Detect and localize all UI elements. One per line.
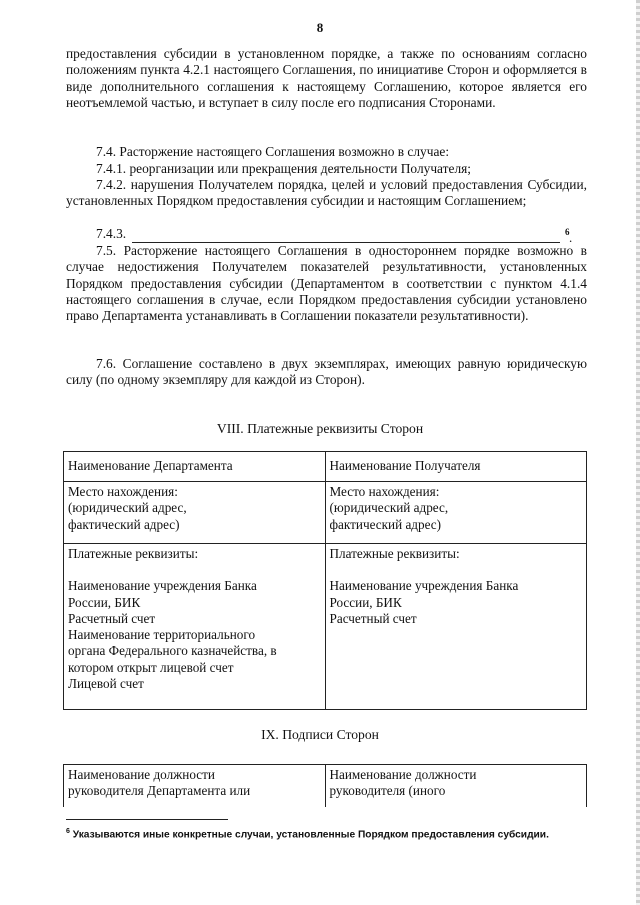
- cell-line: фактический адрес): [68, 516, 180, 532]
- cell-line: Платежные реквизиты:: [329, 546, 460, 561]
- table-row: [64, 544, 587, 710]
- department-signatory-cell: [64, 765, 326, 807]
- footnote-separator: [66, 819, 228, 820]
- paragraph-continuation: предоставления субсидии в установленном порядке, а также по основаниям согласно положениям пункта 4.2.1 настоящего Соглашения, по инициативе Сторон и оформляется в виде дополнительного соглашения к настоящему Соглашению, которое является его неотъемлемой частью, и вступает в силу после его подписания Сторонами.: [66, 46, 587, 110]
- cell-line: Наименование должности: [329, 767, 477, 782]
- cell-line: Место нахождения:: [68, 484, 178, 499]
- cell-line: (юридический адрес,: [329, 500, 449, 516]
- signatures-table: [63, 764, 587, 807]
- cell-line: Расчетный счет: [68, 610, 156, 626]
- recipient-name-cell: Наименование Получателя: [325, 452, 587, 482]
- cell-line: России, БИК: [68, 594, 141, 610]
- scan-edge: [636, 0, 640, 905]
- recipient-payment-details-cell: [325, 544, 587, 710]
- paragraph-7-5: 7.5. Расторжение настоящего Соглашения в одностороннем порядке возможно в случае недостижения Получателем показателей результативности, установленных Порядком предоставления субсидии (Департаментом в соответствии с пунктом 4.1.4 настоящего соглашения в случае, если Порядком предоставления субсидии установлено право Департамента устанавливать в Соглашении показатели результативности).: [66, 243, 587, 324]
- cell-line: Наименование территориального: [68, 627, 256, 643]
- footnote: [66, 828, 606, 840]
- cell-line: России, БИК: [329, 594, 402, 610]
- paragraph-7-4-2: 7.4.2. нарушения Получателем порядка, целей и условий предоставления Субсидии, установленных Порядком предоставления субсидии и настоящим Соглашением;: [66, 177, 587, 209]
- cell-line: фактический адрес): [329, 516, 442, 532]
- paragraph-7-4: 7.4. Расторжение настоящего Соглашения возможно в случае:: [96, 144, 450, 159]
- cell-line: Наименование должности: [68, 767, 215, 782]
- footnote-text: Указываются иные конкретные случаи, установленные Порядком предоставления субсидии.: [72, 829, 549, 841]
- paragraph-7-4-1: 7.4.1. реорганизации или прекращения деятельности Получателя;: [96, 161, 472, 176]
- cell-line: (юридический адрес,: [68, 500, 187, 516]
- paragraph-7-4-3: 7.4.3.: [96, 226, 127, 241]
- table-row: [64, 482, 587, 544]
- section-9-title: IX. Подписи Сторон: [261, 727, 379, 742]
- cell-line: котором открыт лицевой счет: [68, 659, 234, 675]
- footnote-reference-dot: .: [569, 230, 573, 245]
- department-payment-details-cell: [64, 544, 326, 710]
- cell-line: Расчетный счет: [329, 610, 417, 626]
- cell-line: Платежные реквизиты:: [68, 546, 199, 561]
- department-address-cell: [64, 482, 326, 544]
- recipient-address-cell: [325, 482, 587, 544]
- cell-line: Наименование учреждения Банка: [68, 578, 257, 594]
- cell-line: Наименование учреждения Банка: [329, 578, 519, 594]
- table-row: [64, 452, 587, 482]
- cell-line: Место нахождения:: [329, 484, 440, 499]
- cell-line: Лицевой счет: [68, 676, 144, 692]
- payment-details-table: [63, 451, 587, 710]
- footnote-marker: 6: [66, 828, 70, 835]
- footnote-reference: 6: [565, 227, 570, 237]
- cell-line: руководителя (иного: [329, 783, 446, 799]
- recipient-signatory-cell: [325, 765, 587, 807]
- cell-line: органа Федерального казначейства, в: [68, 643, 277, 659]
- department-name-cell: Наименование Департамента: [64, 452, 326, 482]
- paragraph-7-6: 7.6. Соглашение составлено в двух экземплярах, имеющих равную юридическую силу (по одному экземпляру для каждой из Сторон).: [66, 356, 587, 388]
- page-number: 8: [316, 20, 324, 35]
- section-8-title: VIII. Платежные реквизиты Сторон: [216, 421, 424, 436]
- cell-line: руководителя Департамента или: [68, 783, 251, 799]
- table-row: [64, 765, 587, 807]
